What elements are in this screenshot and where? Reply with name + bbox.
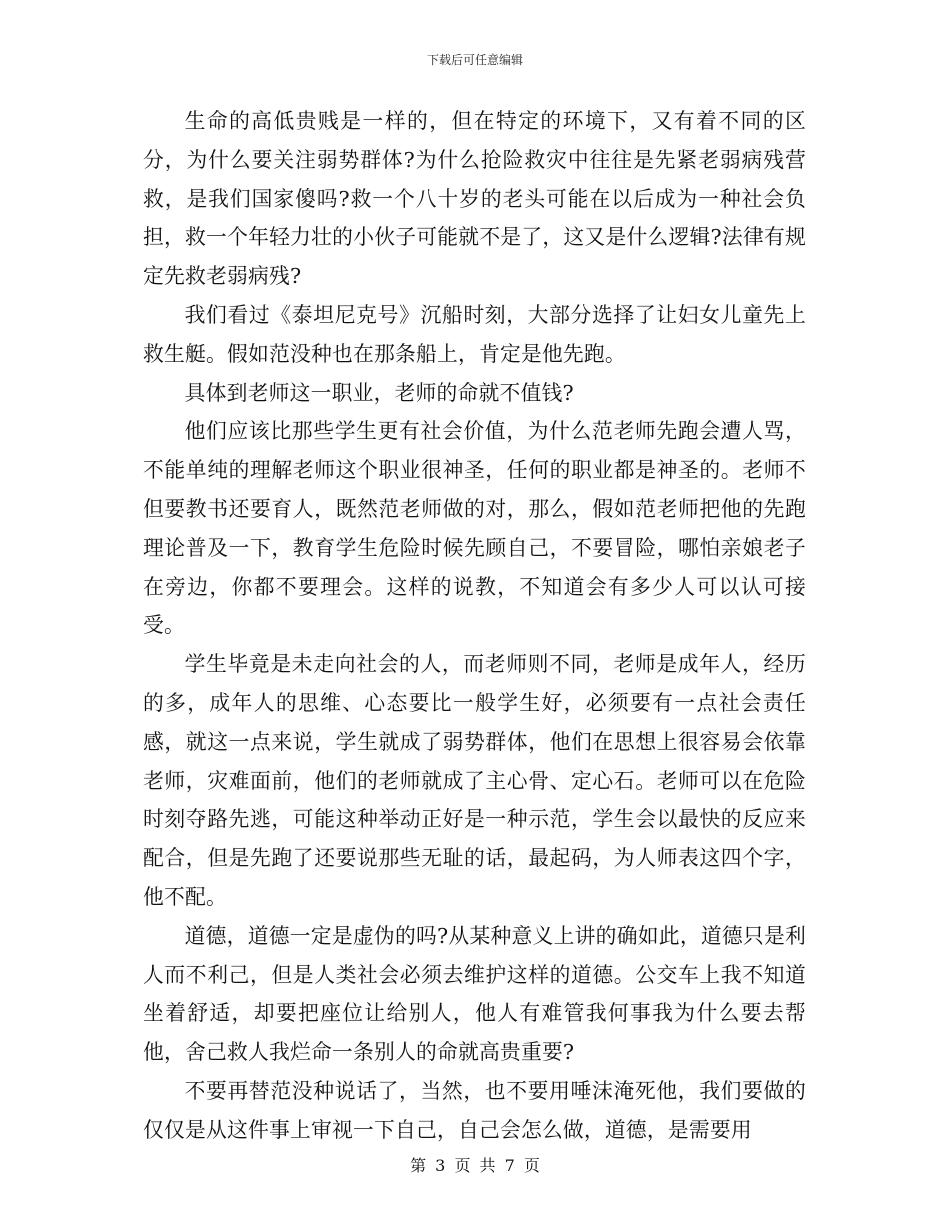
article-body bbox=[143, 102, 806, 1150]
page-number-footer: 第 3 页 共 7 页 bbox=[410, 1156, 540, 1175]
paragraph: 不要再替范没种说话了，当然，也不要用唾沫淹死他，我们要做的仅仅是从这件事上审视一下自己，自己会怎么做，道德，是需要用 bbox=[143, 1078, 806, 1142]
page-header: 下载后可任意编辑 bbox=[426, 53, 523, 67]
paragraph: 道德，道德一定是虚伪的吗?从某种意义上讲的确如此，道德只是利人而不利己，但是人类社会必须去维护这样的道德。公交车上我不知道坐着舒适，却要把座位让给别人，他人有难管我何事我为什么要去帮他，舍己救人我烂命一条别人的命就高贵重要? bbox=[143, 923, 806, 1065]
paragraph: 我们看过《泰坦尼克号》沉船时刻，大部分选择了让妇女儿童先上救生艇。假如范没种也在那条船上，肯定是他先跑。 bbox=[143, 302, 806, 366]
paragraph: 他们应该比那些学生更有社会价值，为什么范老师先跑会遭人骂，不能单纯的理解老师这个职业很神圣，任何的职业都是神圣的。老师不但要教书还要育人，既然范老师做的对，那么，假如范老师把他的先跑理论普及一下，教育学生危险时候先顾自己，不要冒险，哪怕亲娘老子在旁边，你都不要理会。这样的说教，不知道会有多少人可以认可接受。 bbox=[143, 419, 806, 638]
paragraph: 具体到老师这一职业，老师的命就不值钱? bbox=[184, 380, 574, 405]
paragraph: 生命的高低贵贱是一样的，但在特定的环境下，又有着不同的区分，为什么要关注弱势群体?为什么抢险救灾中往往是先紧老弱病残营救，是我们国家傻吗?救一个八十岁的老头可能在以后成为一种社会负担，救一个年轻力壮的小伙子可能就不是了，这又是什么逻辑?法律有规定先救老弱病残? bbox=[143, 109, 806, 289]
paragraph: 学生毕竟是未走向社会的人，而老师则不同，老师是成年人，经历的多，成年人的思维、心态要比一般学生好，必须要有一点社会责任感，就这一点来说，学生就成了弱势群体，他们在思想上很容易会依靠老师，灾难面前，他们的老师就成了主心骨、定心石。老师可以在危险时刻夺路先逃，可能这种举动正好是一种示范，学生会以最快的反应来配合，但是先跑了还要说那些无耻的话，最起码，为人师表这四个字，他不配。 bbox=[143, 652, 806, 909]
